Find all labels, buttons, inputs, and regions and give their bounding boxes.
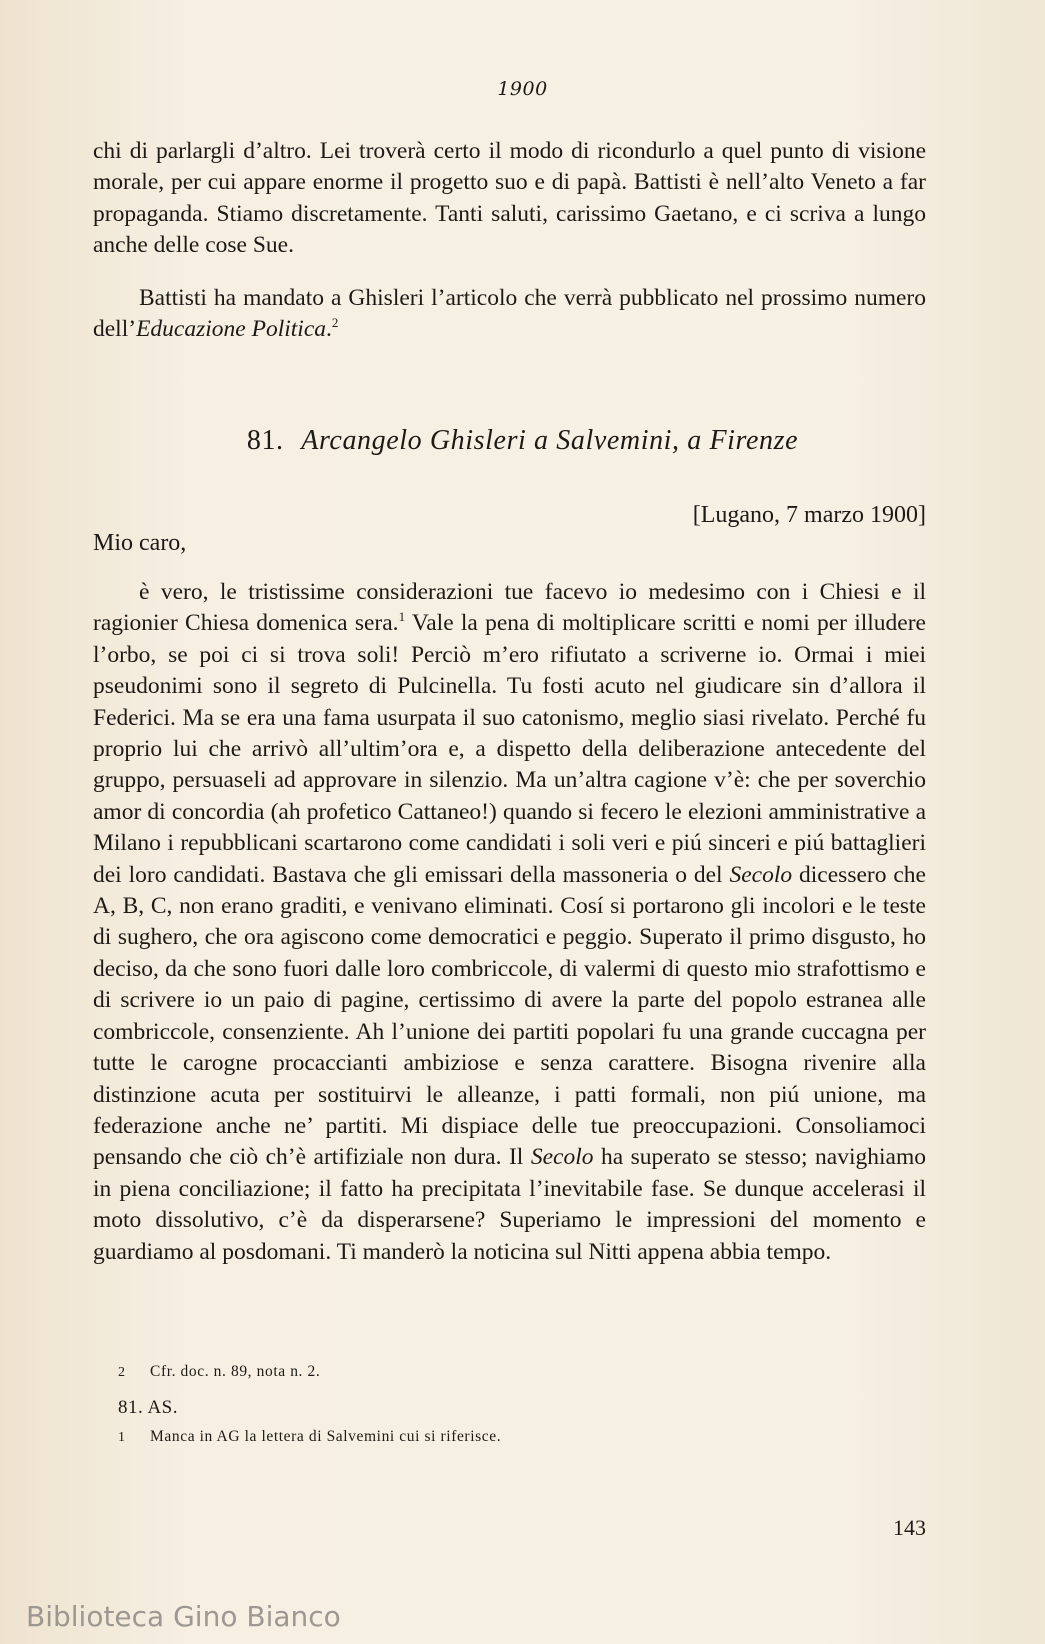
footnote-ref-1: 1 bbox=[398, 609, 406, 625]
footnote-doc-head: 81. AS. bbox=[118, 1397, 178, 1418]
running-head: 1900 bbox=[497, 78, 548, 100]
journal-title: Educazione Politica bbox=[136, 316, 326, 343]
page-number: 143 bbox=[893, 1515, 926, 1540]
letter-body bbox=[93, 577, 926, 1268]
newspaper-title: Secolo bbox=[530, 1144, 594, 1171]
letter-body-seg1: è vero, le tristissime considerazioni tue facevo io medesimo con i Chiesi e il ragionier Chiesa domenica sera. bbox=[93, 579, 926, 637]
letter-number: 81. bbox=[246, 425, 284, 456]
footnote-1 bbox=[118, 1428, 501, 1446]
newspaper-title: Secolo bbox=[729, 861, 793, 888]
letter-body-seg2: Vale la pena di moltiplicare scritti e nomi per illudere l’orbo, se poi ci si trova soli! Perciò m’ero rifiutato a scriverne io. Ormai i miei pseudonimi sono il segreto di Pulcinella. Tu fosti acuto nel giudicare sin d’allora il Federici. Ma se era una fama usurpata il suo catonismo, meglio siasi rivelato. Perché fu proprio lui che arrivò all’ultim’ora e, a dispetto della deliberazione antecedente del gruppo, persuaseli ad approvare in silenzio. Ma un’altra cagione v’è: che per soverchio amor di concordia (ah profetico Cattaneo!) quando si fecero le elezioni amministrative a Milano i repubblicani scartarono come candidati i soli veri e piú sinceri e piú battaglieri dei loro candidati. Bastava che gli emissari della massoneria o del bbox=[93, 610, 926, 888]
letter-heading bbox=[0, 425, 1045, 457]
letter-title: Arcangelo Ghisleri a Salvemini, a Firenze bbox=[301, 425, 799, 456]
footnote-2 bbox=[118, 1363, 320, 1381]
footnote-ref-2: 2 bbox=[331, 315, 339, 331]
footnote-text: Cfr. doc. n. 89, nota n. 2. bbox=[150, 1363, 321, 1380]
intro-paragraph-2-period: . bbox=[326, 316, 332, 343]
footnote-marker: 1 bbox=[118, 1430, 126, 1445]
dateline: [Lugano, 7 marzo 1900] bbox=[692, 502, 926, 528]
footnote-text: Manca in AG la lettera di Salvemini cui si riferisce. bbox=[150, 1428, 502, 1445]
intro-paragraph-2-text: Battisti ha mandato a Ghisleri l’articolo che verrà pubblicato nel prossimo numero dell’ bbox=[93, 285, 926, 343]
intro-paragraph-2 bbox=[93, 283, 926, 346]
salutation: Mio caro, bbox=[93, 530, 187, 556]
library-watermark: Biblioteca Gino Bianco bbox=[26, 1600, 341, 1633]
letter-body-seg4: ha superato se stesso; navighiamo in piena conciliazione; il fatto ha precipitata l’inevitabile fase. Se dunque accelerasi il moto dissolutivo, c’è da disperarsene? Superiamo le impressioni del momento e guardiamo al posdomani. Ti manderò la noticina sul Nitti appena abbia tempo. bbox=[93, 1144, 926, 1265]
intro-paragraph-1: chi di parlargli d’altro. Lei troverà certo il modo di ricondurlo a quel punto di visione morale, per cui appare enorme il progetto suo e di papà. Battisti è nell’alto Veneto a far propaganda. Stiamo discretamente. Tanti saluti, carissimo Gaetano, e ci scriva a lungo anche delle cose Sue. bbox=[93, 138, 926, 259]
letter-body-seg3: dicessero che A, B, C, non erano graditi, e venivano eliminati. Cosí si portarono gli incolori e le teste di sughero, che ora agiscono come democratici e peggio. Superato il primo disgusto, ho deciso, da che sono fuori dalle loro combriccole, di valermi di questo mio strafottismo e di scrivere io un paio di pagine, certissimo di avere la parte del popolo estranea alle combriccole, consenziente. Ah l’unione dei partiti popolari fu una grande cuccagna per tutte le carogne procaccianti ambiziose e senza carattere. Bisogna rivenire alla distinzione acuta per sostituirvi le alleanze, i patti formali, non piú unione, ma federazione anche ne’ partiti. Mi dispiace delle tue preoccupazioni. Consoliamoci pensando che ciò ch’è artifiziale non dura. Il bbox=[93, 861, 926, 1171]
footnote-marker: 2 bbox=[118, 1365, 126, 1380]
